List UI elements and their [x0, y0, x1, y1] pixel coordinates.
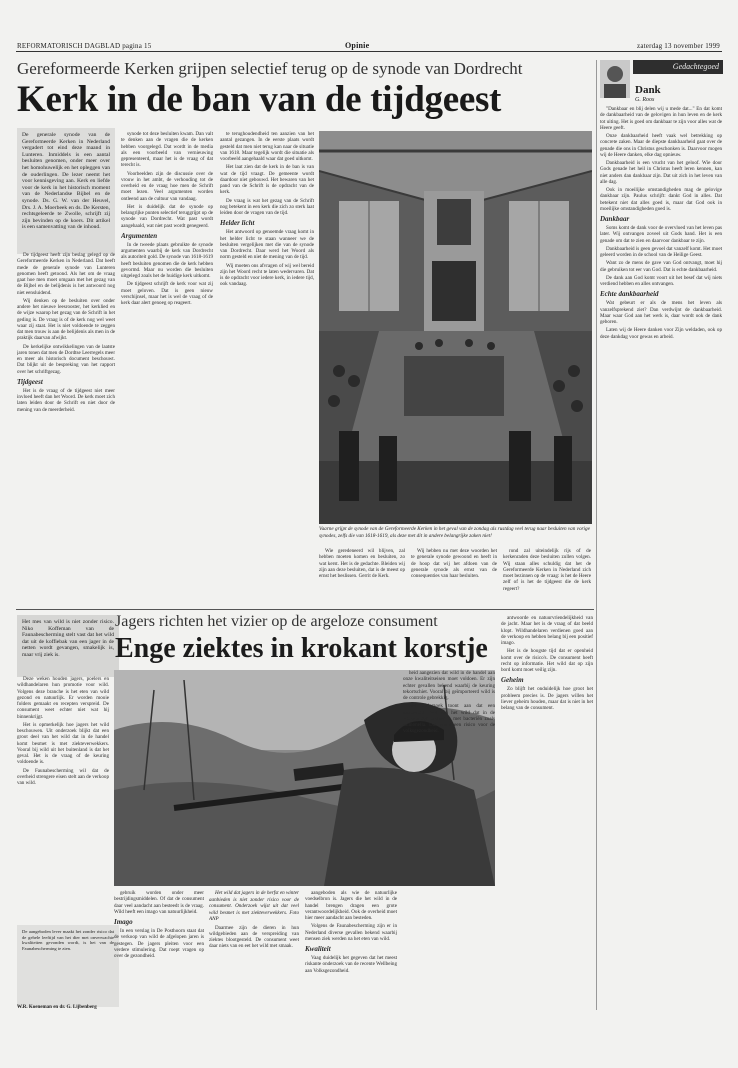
article1-column-6 — [503, 548, 591, 604]
article2-notebox: De aangeboden lever maakt het zonder risico dat de gehele leeftijd van het dier met onverwachte kwaliteiten gevonden wordt, is het van de Faunabescherming te zien. — [17, 925, 119, 1007]
page-header-left: REFORMATORISCH DAGBLAD pagina 15 — [17, 42, 152, 50]
subheading: Geheim — [501, 676, 524, 685]
column-tag: Gedachtegoed — [633, 60, 723, 74]
article1-headline: Kerk in de ban van de tijdgeest — [17, 79, 502, 120]
photo-caption: Het wild dat jagers in de herfst en winter aanbieden is niet zonder risico voor de consument. Onderzoek wijst uit dat veel wild besmet is met ziekteverwekkers. Foto ANP — [209, 890, 299, 922]
paragraph: Deze weken houden jagers, poelers en wildhandelaren hun promotie voor wild. Volgens deze branche is het eten van wild gezond en natuurlijk. Er worden mooie folders gemaakt en recepten verspreid. De consument weet echter niet wat hij binnenkrijgt. — [17, 676, 109, 720]
paragraph: Onze dankbaarheid heeft vaak wel betrekking op concrete zaken. Maar de diepste dankbaarheid gaat over de genade die ons in Christus geschonken is. Daarvoor mogen wij de Heere danken, elke dag opnieuw. — [600, 133, 722, 158]
paragraph: synode tot deze besluiten kwam. Dan valt te denken aan de vragen die de kerken hebben voorgelegd. Dat wordt in de media als een voorbeeld van vernieuwing gepresenteerd, maar het is de vraag of dat terecht is. — [121, 131, 213, 169]
sidebar-title: Dank — [635, 84, 661, 96]
paragraph: gebruik worden onder meer bestrijdingsmiddelen. Of dat de consument daar veel aandacht aan besteedt is de vraag. Wild heeft een imago van natuurlijkheid. — [114, 890, 204, 915]
paragraph: Het is de hoogste tijd dat er openheid komt over de risico's. De consument heeft recht op informatie. Het wild dat op zijn bord komt moet veilig zijn. — [501, 648, 593, 673]
subheading: Tijdgeest — [17, 377, 43, 386]
article2-column-6 — [501, 615, 593, 1010]
paragraph: antwoorde en natuurvriendelijkheid van de jacht. Maar het is de vraag of dat beeld klopt. Wildhandelaren verdienen goed aan de verkoop en hebben belang bij een positief imago. — [501, 615, 593, 646]
paragraph: Zo blijft het onduidelijk hoe groot het probleem precies is. De jagers willen het liever geheim houden, maar dat is niet in het belang van de consument. — [501, 686, 593, 711]
article2-column-5 — [403, 670, 495, 1010]
article2-author: W.R. Koeneman en dr. G. Lijbenberg — [17, 1005, 97, 1010]
paragraph: Wat gebeurt er als de mens het leven als vanzelfsprekend ziet? Dan verdwijnt de dankbaarheid. Maar waar God aan het werk is, daar wordt ook de dank geboren. — [600, 300, 722, 325]
paragraph: Volgens de Faunabescherming zijn er in Nederland diverse gevallen bekend waarbij mensen ziek werden na het eten van wild. — [305, 923, 397, 942]
article2-column-3 — [209, 890, 299, 1010]
paragraph: heid aangezien dat wild in de handel aan onze kwaliteitseisen moet voldoen. Er zijn echter gevallen bekend waarbij de keuring tekortschiet. Vooral bij geïmporteerd wild is de controle gebrekkig. — [403, 670, 495, 701]
sidebar-body — [600, 106, 722, 1006]
paragraph: Wie geredeneerd wil blijven, zal hebben moeten komen en besluiten, zo wat kerst. Het is de gedachte. Bleiden wij zijn aan deze besluiten, dat is de meest op ernst het beslissen. Gerrit de Kerk. — [319, 548, 405, 579]
paragraph: In de tweede plaats gebruikte de synode argumenten waarbij de kerk van Dordrecht als autoriteit gold. De synode van 1618-1619 heeft besluiten genomen die de kerk hebben gevormd. Maar nu worden die besluiten uitgelegd zoals het de huidige kerk uitkomt. — [121, 241, 213, 279]
synod-hall-photo — [319, 131, 592, 524]
article2-headline: Enge ziektes in krokant korstje — [115, 633, 488, 664]
author-portrait — [600, 60, 630, 98]
article2-column-4 — [305, 890, 397, 1010]
subheading: Dankbaar — [600, 215, 630, 223]
paragraph: De dank aan God komt voort uit het besef dat wij niets verdiend hebben en alles ontvangen. — [600, 274, 722, 287]
paragraph: De vraag is wat het gezag van de Schrift nog betekent in een kerk die zich zo sterk laat leiden door de vragen van de tijd. — [220, 197, 314, 216]
paragraph: Soms komt de dank voor de overvloed van het leven pas later. Wij ontvangen zoveel uit Gods hand. Het is een genade om dat te zien en daarvoor dankbaar te zijn. — [600, 225, 722, 244]
paragraph: De Faunabescherming wil dat de overheid strengere eisen stelt aan de verkoop van wild. — [17, 767, 109, 786]
paragraph: Wij moeten ons afvragen of wij wel bereid zijn het Woord recht te laten wedervaren. Dat is de opdracht voor iedere kerk, in iedere tijd, ook vandaag. — [220, 262, 314, 288]
article2-column-2 — [114, 890, 204, 1010]
subheading: Kwaliteit — [305, 945, 331, 953]
article2-kicker: Jagers richten het vizier op de argeloze consument — [115, 613, 438, 630]
paragraph: Laten wij de Heere danken voor Zijn weldaden, ook op deze dankdag voor gewas en arbeid. — [600, 327, 722, 340]
subheading: Echte dankbaarheid — [600, 290, 659, 299]
paragraph: In een verslag in De Posthoorn staat dat de verkoop van wild de afgelopen jaren is gestegen. De jagers pleiten voor een verdere stimulering. Dat roept vragen op over de gezondheid. — [114, 928, 204, 959]
article1-column-3 — [220, 131, 314, 551]
article1-kicker: Gereformeerde Kerken grijpen selectief terug op de synode van Dordrecht — [17, 59, 523, 78]
article1-column-4 — [319, 548, 405, 604]
paragraph: Voorbeelden zijn de discussie over de vrouw in het ambt, de verhouding tot de overheid en de vraag hoe men de Schrift moet lezen. Veel argumenten worden ontleend aan de cultuur van vandaag. — [121, 170, 213, 202]
column-divider — [596, 60, 597, 1010]
header-rule — [16, 51, 722, 52]
paragraph: Dankbaarheid is een vrucht van het geloof. Wie door Gods genade het heil in Christus heeft leren kennen, kan niet anders dan dankbaar zijn. Dat uit zich in het leven van alle dag. — [600, 160, 722, 185]
subheading: Imago — [114, 918, 133, 926]
paragraph: Dankbaarheid is geen gevoel dat vanzelf komt. Het moet geleerd worden in de school van de Heilige Geest. — [600, 245, 722, 258]
article1-column-2 — [121, 131, 213, 551]
article1-intro: De generale synode van de Gereformeerde Kerken in Nederland vergadert tot eind deze maand in Lunteren. Inmiddels is een aantal besluiten genomen, onder meer over het homohuwelijk en het opleggen van de ouderlingen. De lezer neemt het voor kennisgeving aan. Kerk en liefde voor de kerk in het historisch moment van de Nederlandse Bijbel en de synode. Ds. G. W. van der Heuvel, Drs. J. A. Moerbeek en ds. De Kersten, rechtsgeleerde te Zwolle, schrijft zij zijn bevinden op de koers. Dit artikel is een samenvatting van de inhoud. — [17, 128, 115, 254]
paragraph: rond zal uiteindelijk rijs of de kerkenraden deze besluiten zullen volgen. Wij staan alles schuldig dat het de Gereformeerde Kerken in Nederland zich moet bezinnen op de vraag: is het de Heere zelf of is het de tijdgeest die de kerk regeert? — [503, 548, 591, 592]
paragraph: Daarmee zijn de dieren in hun wildgebieden aan de verspreiding van ziektes blootgesteld. De consument weet daar niets van en eet het wild met smaak. — [209, 924, 299, 950]
paragraph: "Dankbaar en blij delen wij u mede dat..." En dat komt de dankbaarheid van de gelovigen in hun leven en de kerk tot uiting. Het is goed om dankbaar te zijn voor alles wat de Heere geeft. — [600, 106, 722, 131]
paragraph: aangeboden als wie de natuurlijke voedselbron is. Jagers die het wild in de handel brengen dragen een grote verantwoordelijkheid. Ook de overheid moet hier meer aandacht aan besteden. — [305, 890, 397, 921]
sidebar-author: G. Roos — [635, 97, 655, 103]
paragraph: Het is duidelijk dat de synode op belangrijke punten selectief teruggrijpt op de synode van Dordrecht. Wat past wordt aangehaald, wat niet past wordt genegeerd. — [121, 203, 213, 229]
paragraph: Het onderzoek toont aan dat een aanzienlijk deel van het wild dat in de winkels ligt besmet is met bacteriën zoals salmonella. Dat vormt een risico voor de volksgezondheid. — [403, 703, 495, 735]
paragraph: te terughoudendheid ten aanzien van het aantal gezangen. In de eerste plaats wordt gesteld dat men niet terug kan naar de situatie van 1618. Maar tegelijk wordt die situatie als voorbeeld aangehaald waar dat goed uitkomt. — [220, 131, 314, 162]
paragraph: Wij hebben nu met deze woorden het te generale synode gewoond en heeft in de hoop dat wij het afdoen van de generale synode als ernst van de consequenties van haar besluiten. — [411, 548, 497, 579]
section-divider — [16, 609, 594, 610]
article1-column-5 — [411, 548, 497, 604]
subheading: Helder licht — [220, 219, 255, 228]
photo-caption: Vaarne grijpt de synode van de Gereformeerde Kerken in het geval van de zondag als rustdag veel terug naar besluiten van vorige synodes, zelfs die van 1618-1619, als deze met dit in andere belangrijke zaken niet! — [319, 526, 590, 539]
paragraph: Het is de vraag of de tijdgeest niet meer invloed heeft dan het Woord. De kerk moet zich laten leiden door de Schrift en niet door de mening van de meerderheid. — [17, 387, 115, 413]
paragraph: Het laat zien dat de kerk in de ban is van wat de tijd vraagt. De gemeente wordt daardoor niet gebouwd. Het bewaren van het pand van de Schrift is de opdracht van de kerk. — [220, 164, 314, 196]
paragraph: Vaag duidelijk het gegeven dat het meest riskante onderzoek van de recente Wellbeing aan Volksgezondheid. — [305, 955, 397, 974]
subheading: Argumenten — [121, 231, 158, 240]
paragraph: Het is opmerkelijk hoe jagers het wild beschouwen. Uit onderzoek blijkt dat een groot deel van het wild dat in de handel komt besmet is met ziekteverwekkers. Vooral bij wild uit het buitenland is dat het geval. Het is de vraag of de keuring voldoende is. — [17, 721, 109, 766]
article2-intro: Het mes van wild is niet zonder risico. Niko Koffeman van de Faunabescherming stelt vast dat het wild dat uit de koffiebak van een jager in de netten wordt gevangen, smakelijk is, maar vrij ziek is. — [17, 615, 119, 677]
page-header-date: zaterdag 13 november 1999 — [637, 42, 720, 50]
paragraph: De tijdgeest heeft zijn beslag gelegd op de Gereformeerde Kerken in Nederland. Dat heeft mede de generale synode van Lunteren genomen heeft getoond. Als het om de vraag gaat hoe men moet omgaan met het gezag van de Bijbel en de belijdenis is het antwoord nog niet eensluidend. — [17, 252, 115, 296]
paragraph: Wij denken op de besluiten over onder andere het nieuwe leesrooster, het kerklied en de wijze waarop het gezag van de Schrift in het geding is. De vraag is of de kerk nog wel weet waar zij staat. Het is niet voldoende te zeggen dat men trouw is aan de belijdenis als men in de praktijk daarvan afwijkt. — [17, 297, 115, 342]
paragraph: Want zo de mens de gave van God ontvangt, moet hij die gebruiken tot eer van God. Dat is echte dankbaarheid. — [600, 260, 722, 273]
paragraph: Ook in moeilijke omstandigheden mag de gelovige dankbaar zijn. Paulus schrijft: dankt God in alles. Dat betekent niet dat alles goed is, maar dat God ook in moeilijke omstandigheden goed is. — [600, 187, 722, 212]
paragraph: De kerkelijke ontwikkelingen van de laatste jaren tonen dat men de Dordtse Leerregels meer en meer als historisch document beschouwt. Dat blijkt uit de bespreking van het rapport over het schriftgezag. — [17, 343, 115, 375]
paragraph: Het antwoord op genoemde vraag komt in het helder licht te staan wanneer we de besluiten vergelijken met die van de synode van Dordrecht. Daar werd het Woord als norm gesteld en niet de mening van de tijd. — [220, 229, 314, 261]
article2-column-1 — [17, 676, 109, 922]
paragraph: De tijdgeest schrijft de kerk voor wat zij moet geloven. Dat is geen nieuw verschijnsel, maar het is wel de vraag of de kerk daar alert genoeg op reageert. — [121, 281, 213, 306]
section-name: Opinie — [345, 41, 370, 50]
